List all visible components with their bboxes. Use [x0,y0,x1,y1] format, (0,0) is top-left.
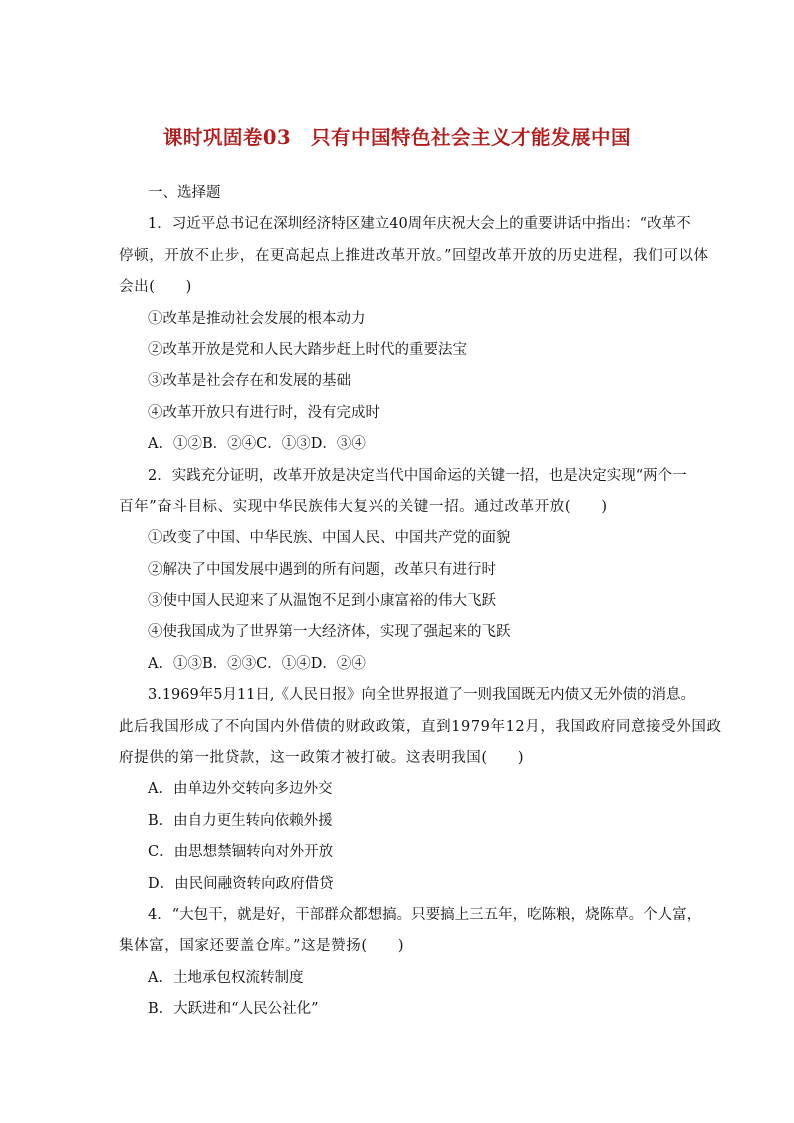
question-1 [119,209,709,460]
question-stem-line: 3.1969年5月11日,《人民日报》向全世界报道了一则我国既无内债又无外债的消息。 [148,687,696,704]
option-b: B．由自力更生转向依赖外援 [148,812,333,829]
statement-2: ②改革开放是党和人民大踏步赶上时代的重要法宝 [148,341,467,358]
section-heading: 一、选择题 [148,185,221,201]
statement-3: ③使中国人民迎来了从温饱不足到小康富裕的伟大飞跃 [148,593,496,610]
document-body [119,178,722,1026]
statement-1: ①改革是推动社会发展的根本动力 [148,310,366,327]
option-a: A．土地承包权流转制度 [148,969,304,986]
question-stem-line: 2．实践充分证明，改革开放是决定当代中国命运的关键一招，也是决定实现“两个一 [148,467,687,484]
statement-1: ①改变了中国、中华民族、中国人民、中国共产党的面貌 [148,530,511,547]
answer-choices: A．①②B．②④C．①③D．③④ [148,436,366,453]
question-stem-line: 集体富，国家还要盖仓库。”这是赞扬( ) [119,938,405,955]
question-2 [119,461,687,681]
statement-4: ④使我国成为了世界第一大经济体，实现了强起来的飞跃 [148,624,511,641]
option-d: D．由民间融资转向政府借贷 [148,875,334,892]
question-stem-line: 1．习近平总书记在深圳经济特区建立40周年庆祝大会上的重要讲话中指出：“改革不 [148,216,691,233]
option-b: B．大跃进和“人民公社化” [148,1001,319,1018]
page-title: 课时巩固卷03 只有中国特色社会主义才能发展中国 [162,126,632,149]
question-4 [119,900,702,1026]
question-stem-line: 停顿，开放不止步，在更高起点上推进改革开放。”回望改革开放的历史进程，我们可以体 [119,247,709,264]
option-a: A．由单边外交转向多边外交 [148,781,333,798]
question-stem-line: 百年”奋斗目标、实现中华民族伟大复兴的关键一招。通过改革开放( ) [119,498,608,515]
statement-2: ②解决了中国发展中遇到的所有问题，改革只有进行时 [148,561,496,578]
question-stem-line: 府提供的第一批贷款，这一政策才被打破。这表明我国( ) [119,750,525,767]
question-stem-line: 会出( ) [119,279,192,296]
option-c: C．由思想禁锢转向对外开放 [148,844,334,861]
statement-3: ③改革是社会存在和发展的基础 [148,373,351,390]
answer-choices: A．①③B．②③C．①④D．②④ [148,655,366,672]
statement-4: ④改革开放只有进行时，没有完成时 [148,404,380,421]
question-stem-line: 此后我国形成了不向国内外借债的财政政策，直到1979年12月，我国政府同意接受外国政 [119,718,722,735]
question-3 [119,680,722,900]
question-stem-line: 4．“大包干，就是好，干部群众都想搞。只要搞上三五年，吃陈粮，烧陈草。个人富， [148,906,702,923]
